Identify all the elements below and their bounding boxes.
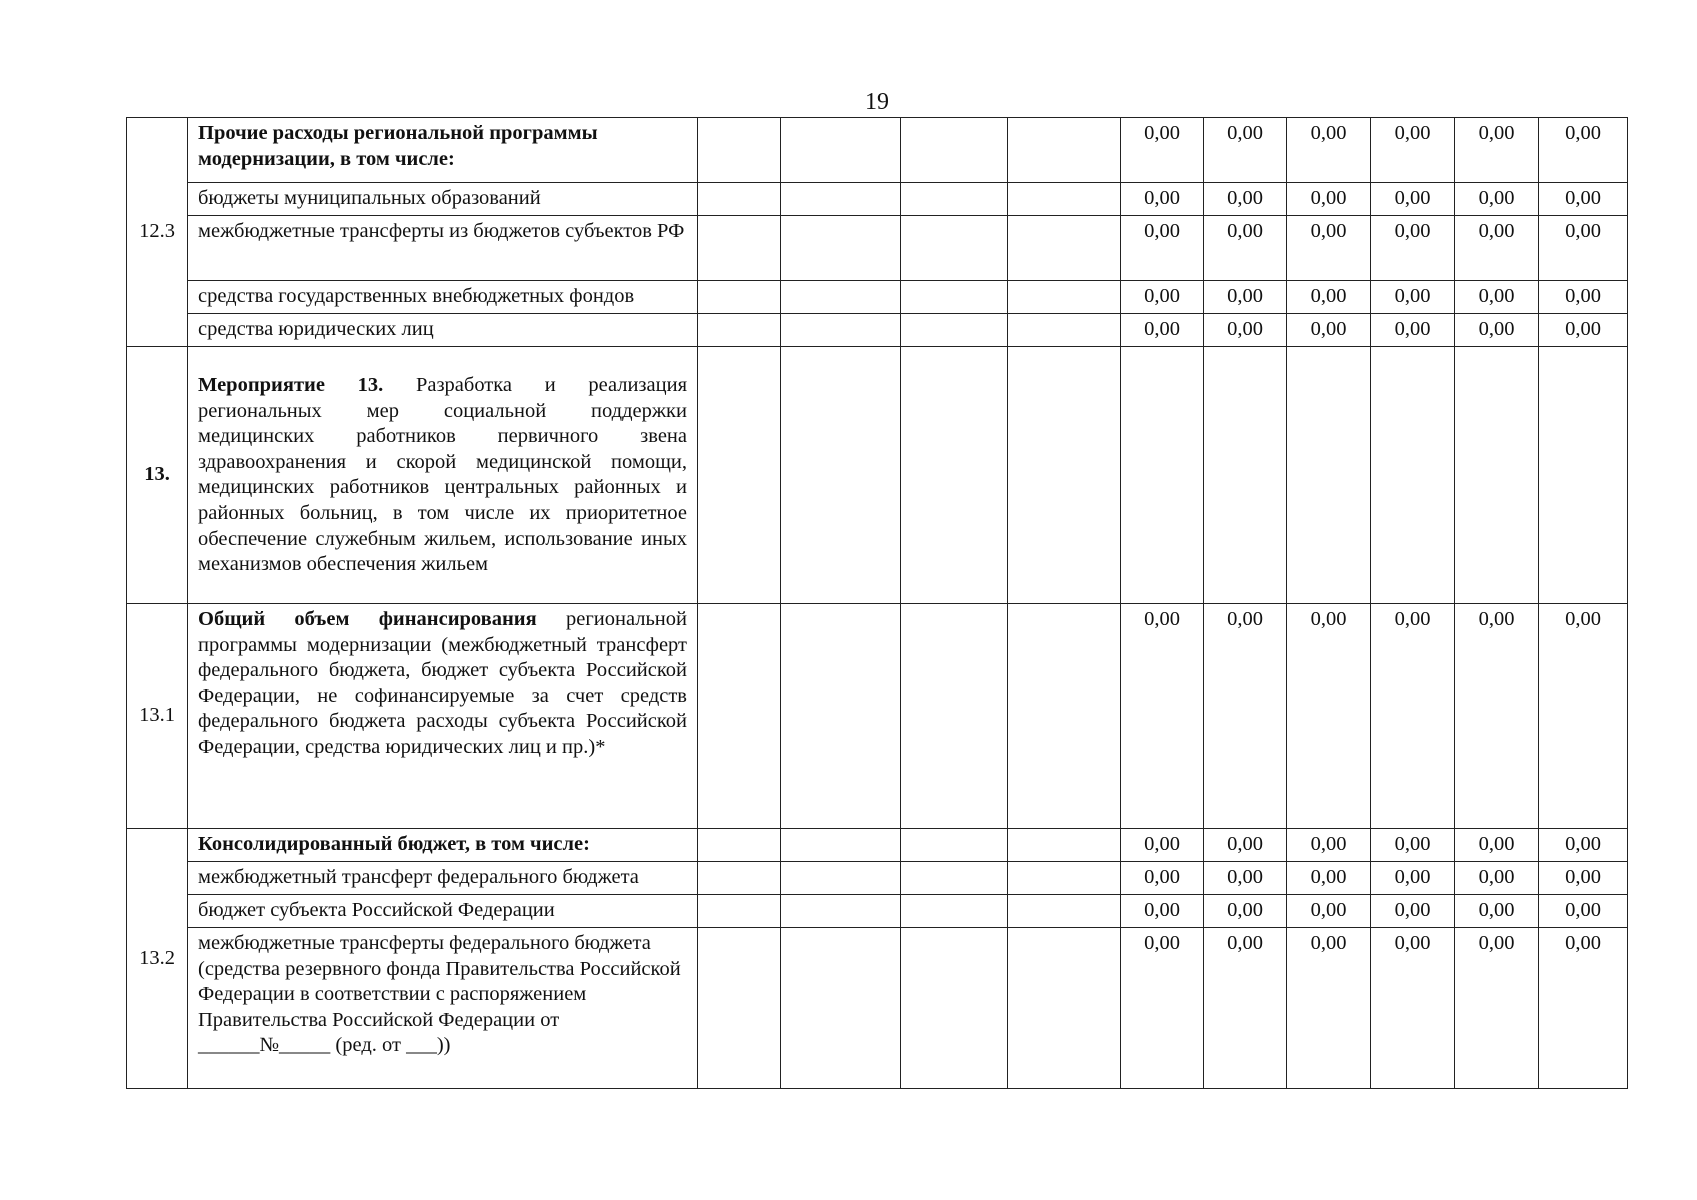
value-cell: 0,00 [1121, 281, 1204, 314]
row-number: 13. [127, 347, 188, 604]
page-number: 19 [865, 89, 889, 115]
value-cell: 0,00 [1287, 216, 1371, 281]
value-cell: 0,00 [1204, 862, 1287, 895]
row-number: 13.2 [127, 829, 188, 1089]
value-cell: 0,00 [1204, 118, 1287, 183]
value-cell: 0,00 [1539, 118, 1628, 183]
value-cell: 0,00 [1371, 183, 1455, 216]
table-row [127, 604, 1628, 829]
row-number: 12.3 [127, 118, 188, 347]
value-cell: 0,00 [1121, 183, 1204, 216]
row-label: межбюджетные трансферты из бюджетов субъектов РФ [188, 216, 698, 281]
table-row [127, 895, 1628, 928]
value-cell: 0,00 [1121, 829, 1204, 862]
row-number: 13.1 [127, 604, 188, 829]
label-text: региональной программы модернизации (межбюджетный трансферт федерального бюджета, бюджет субъекта Российской Федерации, не софинансируемые за счет средств федерального бюджета расходы субъекта Российской Федерации, средства юридических лиц и пр.)* [198, 608, 687, 758]
value-cell: 0,00 [1371, 314, 1455, 347]
row-label [188, 604, 698, 829]
value-cell: 0,00 [1204, 281, 1287, 314]
table-row [127, 118, 1628, 183]
value-cell: 0,00 [1539, 314, 1628, 347]
value-cell: 0,00 [1455, 895, 1539, 928]
table-row [127, 347, 1628, 604]
label-text: Разработка и реализация региональных мер социальной поддержки медицинских работников первичного звена здравоохранения и скорой медицинской помощи, медицинских работников центральных районных и районных больниц, в том числе их приоритетное обеспечение служебным жильем, использование иных механизмов обеспечения жильем [198, 374, 687, 576]
value-cell: 0,00 [1455, 928, 1539, 1089]
table-row [127, 216, 1628, 281]
value-cell: 0,00 [1121, 928, 1204, 1089]
value-cell: 0,00 [1287, 862, 1371, 895]
value-cell: 0,00 [1204, 314, 1287, 347]
value-cell: 0,00 [1287, 314, 1371, 347]
value-cell: 0,00 [1121, 216, 1204, 281]
value-cell: 0,00 [1121, 604, 1204, 829]
value-cell: 0,00 [1371, 604, 1455, 829]
value-cell: 0,00 [1455, 281, 1539, 314]
value-cell: 0,00 [1539, 862, 1628, 895]
value-cell: 0,00 [1204, 216, 1287, 281]
value-cell: 0,00 [1539, 183, 1628, 216]
value-cell: 0,00 [1287, 183, 1371, 216]
value-cell: 0,00 [1371, 216, 1455, 281]
value-cell: 0,00 [1121, 862, 1204, 895]
row-label: средства юридических лиц [188, 314, 698, 347]
label-bold: Общий объем финансирования [198, 608, 537, 630]
financing-table [126, 117, 1628, 1089]
row-label: Консолидированный бюджет, в том числе: [188, 829, 698, 862]
row-label [188, 347, 698, 604]
value-cell: 0,00 [1204, 928, 1287, 1089]
value-cell: 0,00 [1204, 829, 1287, 862]
value-cell: 0,00 [1455, 216, 1539, 281]
value-cell: 0,00 [1539, 216, 1628, 281]
row-label: бюджет субъекта Российской Федерации [188, 895, 698, 928]
value-cell: 0,00 [1371, 829, 1455, 862]
value-cell: 0,00 [1121, 895, 1204, 928]
value-cell: 0,00 [1287, 928, 1371, 1089]
row-label: бюджеты муниципальных образований [188, 183, 698, 216]
value-cell: 0,00 [1204, 895, 1287, 928]
value-cell: 0,00 [1539, 829, 1628, 862]
value-cell: 0,00 [1287, 604, 1371, 829]
value-cell: 0,00 [1455, 829, 1539, 862]
table-row [127, 829, 1628, 862]
value-cell: 0,00 [1287, 118, 1371, 183]
value-cell: 0,00 [1539, 604, 1628, 829]
value-cell: 0,00 [1455, 118, 1539, 183]
row-label: межбюджетные трансферты федерального бюджета (средства резервного фонда Правительства Российской Федерации в соответствии с распоряжением Правительства Российской Федерации от ______№_____ (ред. от ___)) [188, 928, 698, 1089]
table-row [127, 862, 1628, 895]
value-cell: 0,00 [1371, 862, 1455, 895]
label-bold: Мероприятие 13. [198, 374, 384, 396]
value-cell: 0,00 [1287, 281, 1371, 314]
value-cell: 0,00 [1539, 928, 1628, 1089]
value-cell: 0,00 [1287, 829, 1371, 862]
row-label: средства государственных внебюджетных фондов [188, 281, 698, 314]
value-cell: 0,00 [1539, 895, 1628, 928]
value-cell: 0,00 [1539, 281, 1628, 314]
value-cell: 0,00 [1121, 118, 1204, 183]
value-cell: 0,00 [1455, 862, 1539, 895]
value-cell: 0,00 [1204, 183, 1287, 216]
value-cell: 0,00 [1371, 928, 1455, 1089]
table-row [127, 183, 1628, 216]
table-row [127, 928, 1628, 1089]
value-cell: 0,00 [1371, 895, 1455, 928]
row-label: межбюджетный трансферт федерального бюджета [188, 862, 698, 895]
row-label: Прочие расходы региональной программы модернизации, в том числе: [188, 118, 698, 183]
table-row [127, 314, 1628, 347]
value-cell: 0,00 [1204, 604, 1287, 829]
value-cell: 0,00 [1455, 314, 1539, 347]
table-row [127, 281, 1628, 314]
value-cell: 0,00 [1455, 604, 1539, 829]
value-cell: 0,00 [1371, 118, 1455, 183]
value-cell: 0,00 [1287, 895, 1371, 928]
value-cell: 0,00 [1455, 183, 1539, 216]
value-cell: 0,00 [1371, 281, 1455, 314]
value-cell: 0,00 [1121, 314, 1204, 347]
